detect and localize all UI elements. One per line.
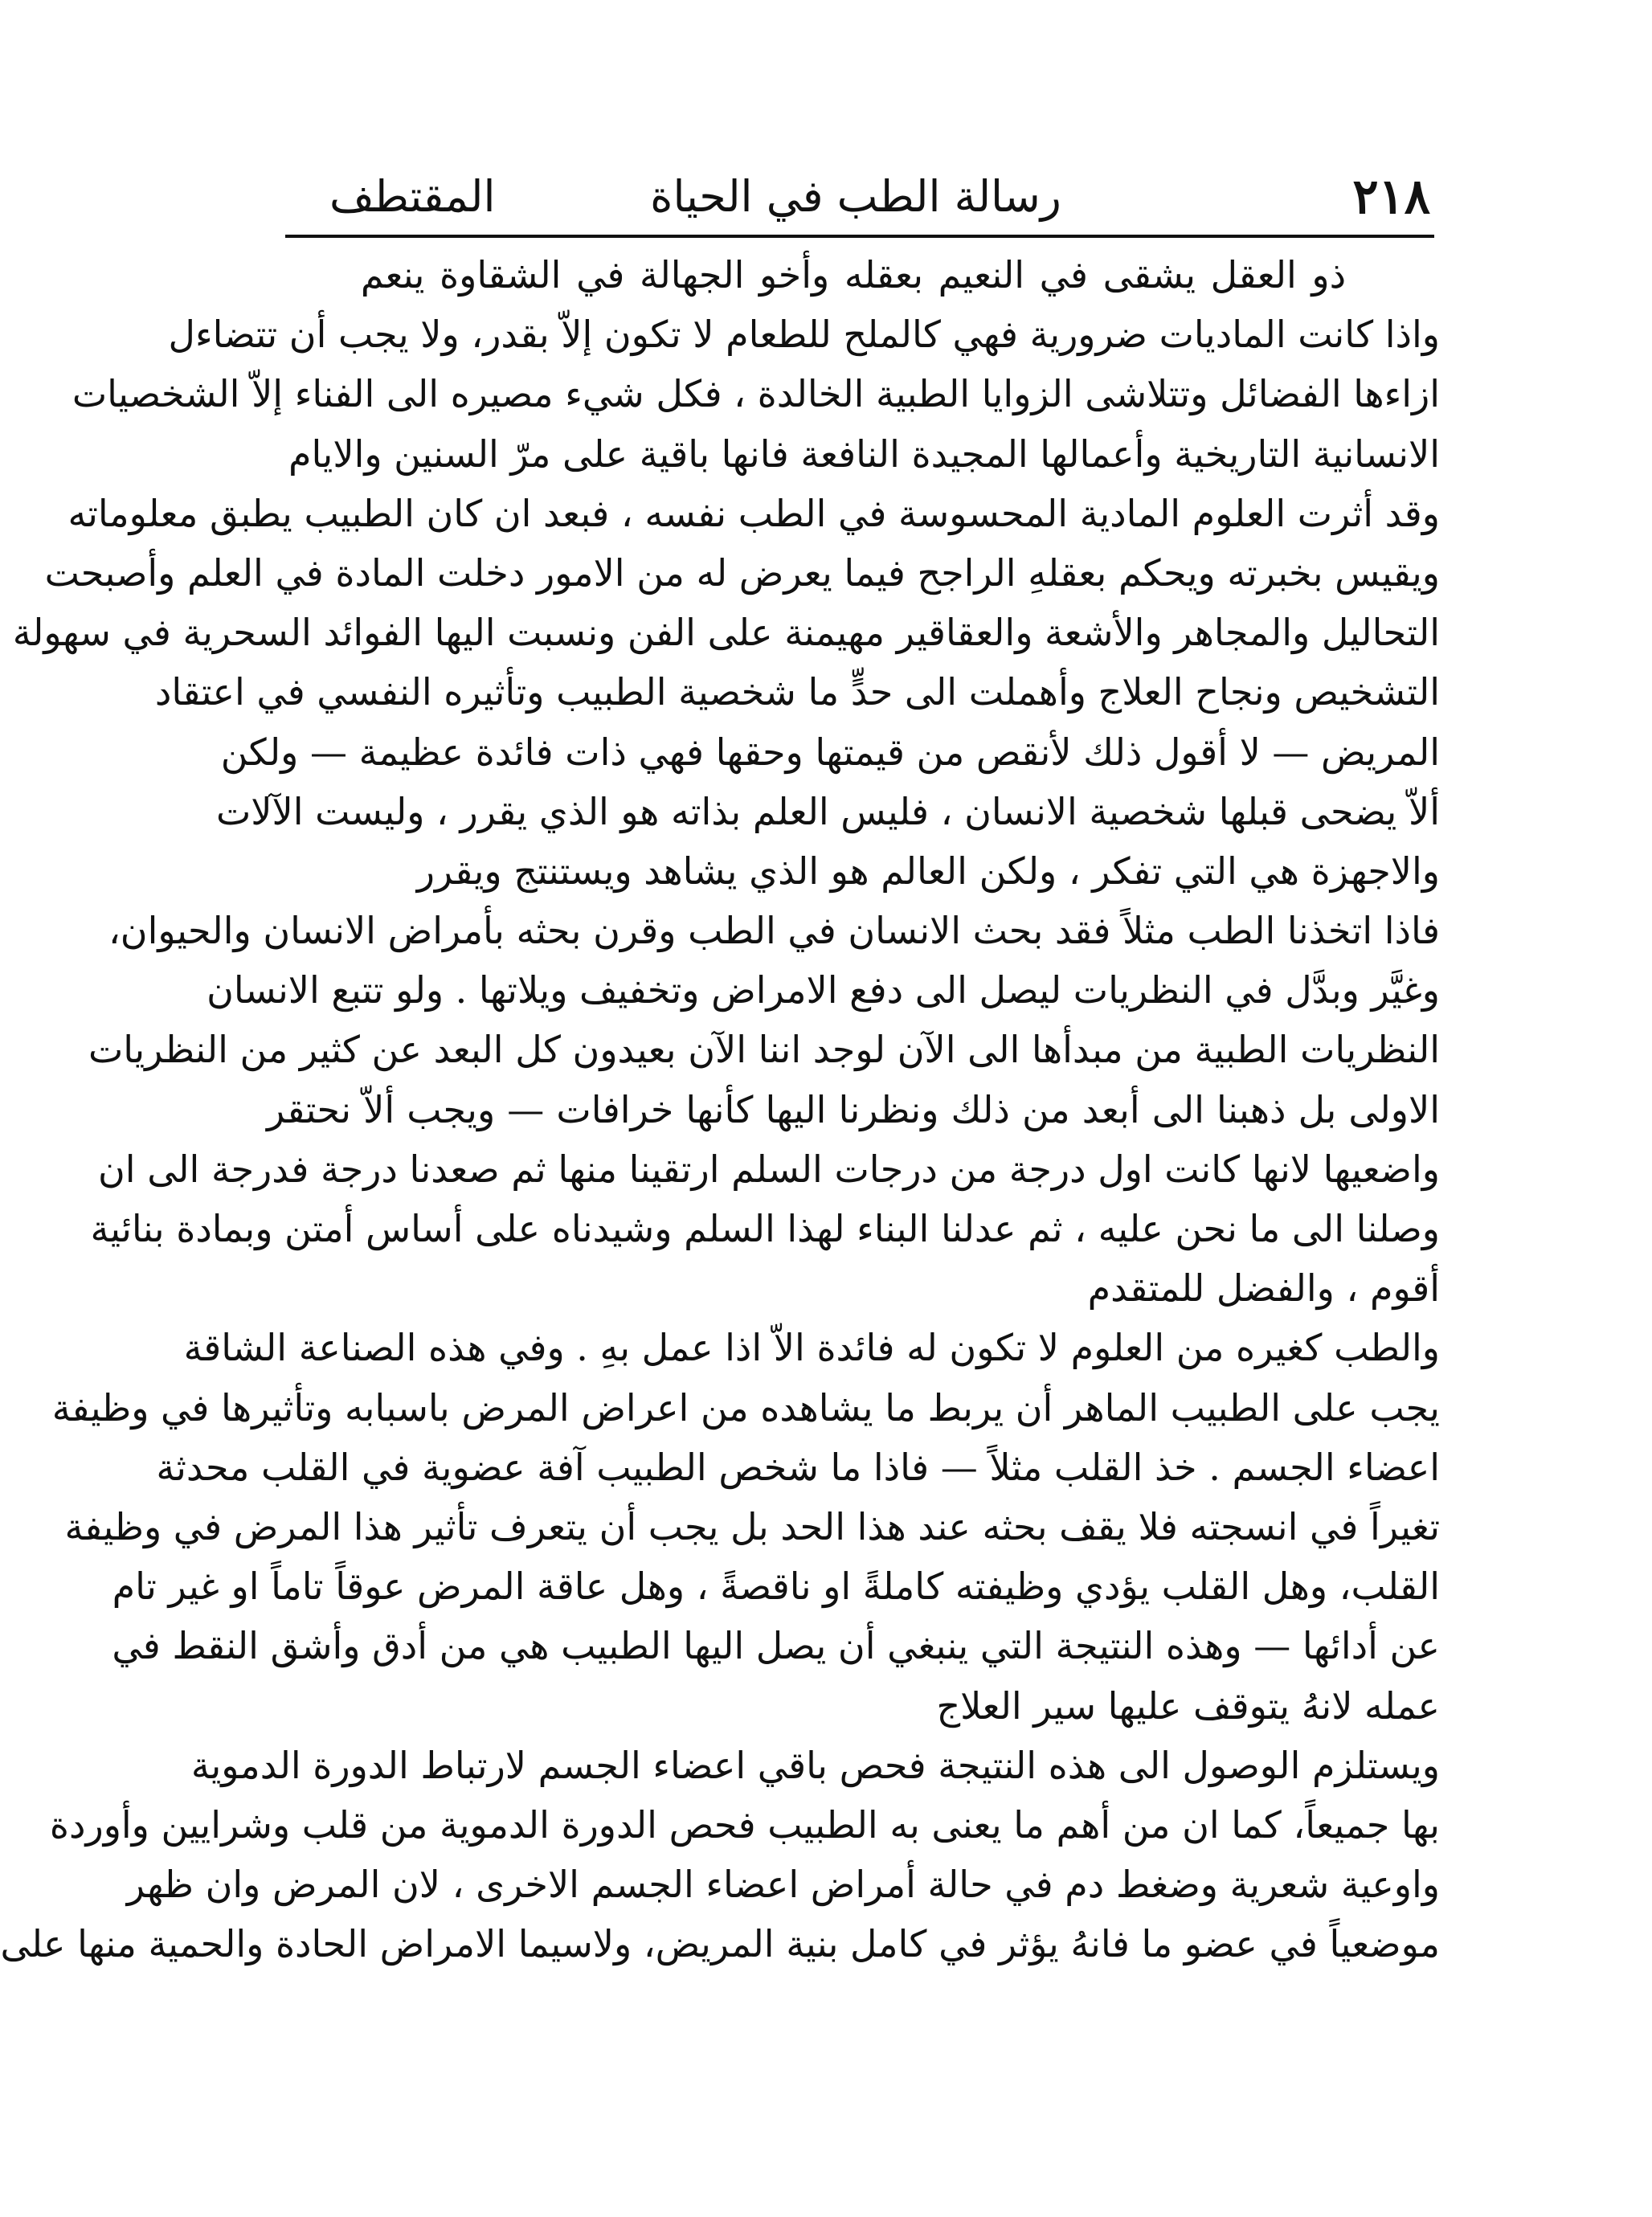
text-line: المريض — لا أقول ذلك لأنقص من قيمتها وحقها فهي ذات فائدة عظيمة — ولكن <box>220 730 1440 774</box>
text-line: أقوم ، والفضل للمتقدم <box>1087 1266 1440 1311</box>
text-line: ازاءها الفضائل وتتلاشى الزوايا الطبية الخالدة ، فكل شيء مصيره الى الفناء إلاّ الشخصيات <box>72 372 1440 416</box>
text-line: يجب على الطبيب الماهر أن يربط ما يشاهده من اعراض المرض باسبابه وتأثيرها في وظيفة <box>51 1385 1440 1430</box>
page-header <box>281 165 1430 229</box>
text-line: وصلنا الى ما نحن عليه ، ثم عدلنا البناء لهذا السلم وشيدناه على أساس أمتن وبمادة بنائية <box>90 1207 1440 1250</box>
text-line: اعضاء الجسم . خذ القلب مثلاً — فاذا ما شخص الطبيب آفة عضوية في القلب محدثة <box>156 1445 1440 1489</box>
text-line: موضعياً في عضو ما فانهُ يؤثر في كامل بنية المريض، ولاسيما الامراض الحادة والحمية منها على <box>0 1922 1440 1966</box>
poem-verse: ذو العقل يشقى في النعيم بعقله وأخو الجهالة في الشقاوة ينعم <box>360 253 1347 297</box>
page-number: ٢١٨ <box>1352 169 1430 225</box>
text-line: ألاّ يضحى قبلها شخصية الانسان ، فليس العلم بذاته هو الذي يقرر ، وليست الآلات <box>215 789 1440 833</box>
text-line: عمله لانهُ يتوقف عليها سير العلاج <box>936 1683 1440 1728</box>
text-line: التشخيص ونجاح العلاج وأهملت الى حدٍّ ما شخصية الطبيب وتأثيره النفسي في اعتقاد <box>154 670 1440 714</box>
text-line: وغيَّر وبدَّل في النظريات ليصل الى دفع الامراض وتخفيف ويلاتها . ولو تتبع الانسان <box>206 968 1440 1012</box>
text-line: والاجهزة هي التي تفكر ، ولكن العالم هو الذي يشاهد ويستنتج ويقرر <box>416 849 1440 893</box>
text-line: عن أدائها — وهذه النتيجة التي ينبغي أن يصل اليها الطبيب هي من أدق وأشق النقط في <box>112 1624 1440 1668</box>
running-title: رسالة الطب في الحياة <box>650 171 1061 222</box>
text-line: والطب كغيره من العلوم لا تكون له فائدة الاّ اذا عمل بهِ . وفي هذه الصناعة الشاقة <box>183 1326 1440 1370</box>
journal-name: المقتطف <box>329 171 496 222</box>
text-line: واضعيها لانها كانت اول درجة من درجات السلم ارتقينا منها ثم صعدنا درجة فدرجة الى ان <box>98 1147 1440 1191</box>
text-line: القلب، وهل القلب يؤدي وظيفته كاملةً او ناقصةً ، وهل عاقة المرض عوقاً تاماً او غير تام <box>112 1565 1440 1609</box>
header-rule <box>285 235 1434 238</box>
text-line: ويستلزم الوصول الى هذه النتيجة فحص باقي اعضاء الجسم لارتباط الدورة الدموية <box>190 1743 1440 1787</box>
text-line: الانسانية التاريخية وأعمالها المجيدة النافعة فانها باقية على مرّ السنين والايام <box>288 432 1440 476</box>
article-body <box>0 245 1440 1974</box>
text-line: النظريات الطبية من مبدأها الى الآن لوجد اننا الآن بعيدون كل البعد عن كثير من النظريات <box>88 1028 1440 1072</box>
text-line: واذا كانت الماديات ضرورية فهي كالملح للطعام لا تكون إلاّ بقدر، ولا يجب أن تتضاءل <box>168 313 1440 357</box>
text-line: الاولى بل ذهبنا الى أبعد من ذلك ونظرنا اليها كأنها خرافات — ويجب ألاّ نحتقر <box>267 1087 1440 1131</box>
text-line: تغيراً في انسجته فلا يقف بحثه عند هذا الحد بل يجب أن يتعرف تأثير هذا المرض في وظيفة <box>64 1504 1440 1548</box>
text-line: بها جميعاً، كما ان من أهم ما يعنى به الطبيب فحص الدورة الدموية من قلب وشرايين وأوردة <box>49 1802 1440 1847</box>
text-line: التحاليل والمجاهر والأشعة والعقاقير مهيمنة على الفن ونسبت اليها الفوائد السحرية في سهولة <box>12 611 1440 655</box>
text-line: واوعية شعرية وضغط دم في حالة أمراض اعضاء الجسم الاخرى ، لان المرض وان ظهر <box>126 1863 1440 1907</box>
text-line: ويقيس بخبرته ويحكم بعقلهِ الراجح فيما يعرض له من الامور دخلت المادة في العلم وأصبحت <box>44 550 1440 595</box>
text-line: وقد أثرت العلوم المادية المحسوسة في الطب نفسه ، فبعد ان كان الطبيب يطبق معلوماته <box>67 491 1440 535</box>
text-line: فاذا اتخذنا الطب مثلاً فقد بحث الانسان في الطب وقرن بحثه بأمراض الانسان والحيوان، <box>108 909 1440 953</box>
